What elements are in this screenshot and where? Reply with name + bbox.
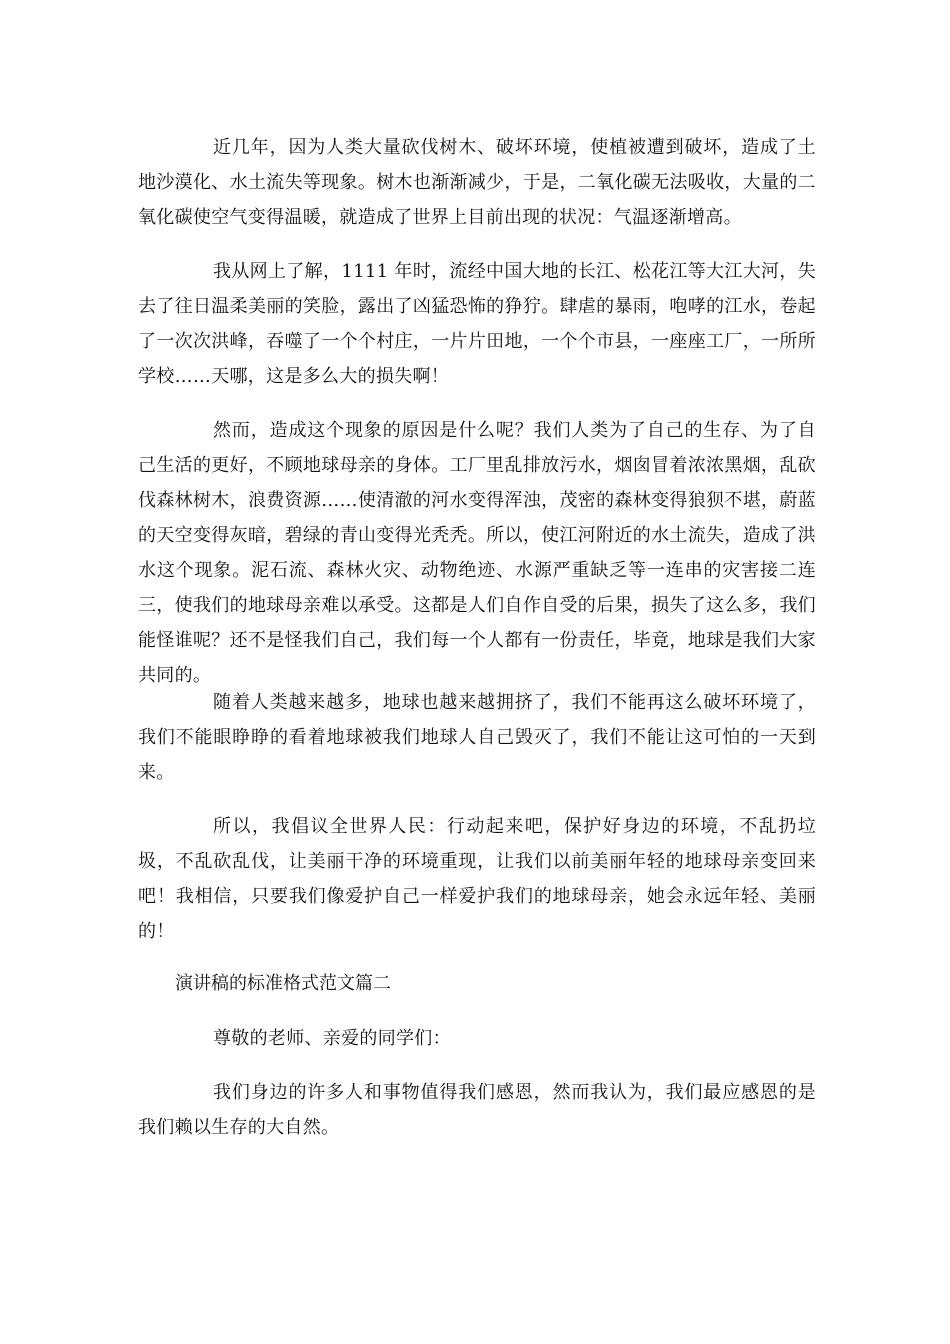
paragraph-crowded-earth: 随着人类越来越多，地球也越来越拥挤了，我们不能再这么破坏环境了，我们不能眼睁睁的看着地球被我们地球人自己毁灭了，我们不能让这可怕的一天到来。 xyxy=(138,692,816,783)
paragraph-appeal: 所以，我倡议全世界人民：行动起来吧，保护好身边的环境，不乱扔垃圾，不乱砍乱伐，让美丽干净的环境重现，让我们以前美丽年轻的地球母亲变回来吧！我相信，只要我们像爱护自己一样爱护我们的地球母亲，她会永远年轻、美丽的！ xyxy=(138,816,816,942)
paragraph-floods: 我从网上了解，1111 年时，流经中国大地的长江、松花江等大江大河，失去了往日温柔美丽的笑脸，露出了凶猛恐怖的狰狞。肆虐的暴雨，咆哮的江水，卷起了一次次洪峰，吞噬了一个个村庄，一片片田地，一个个市县，一座座工厂，一所所学校……天哪，这是多么大的损失啊！ xyxy=(138,261,816,387)
greeting-line: 尊敬的老师、亲爱的同学们： xyxy=(213,1028,451,1049)
paragraph-global-warming: 近几年，因为人类大量砍伐树木、破坏环境，使植被遭到破坏，造成了土地沙漠化、水土流失等现象。树木也渐渐减少，于是，二氧化碳无法吸收，大量的二氧化碳使空气变得温暖，就造成了世界上目前出现的状况：气温逐渐增高。 xyxy=(138,137,816,228)
section-heading: 演讲稿的标准格式范文篇二 xyxy=(175,973,391,994)
paragraph-causes: 然而，造成这个现象的原因是什么呢？我们人类为了自己的生存、为了自己生活的更好，不顾地球母亲的身体。工厂里乱排放污水，烟囱冒着浓浓黑烟，乱砍伐森林树木，浪费资源……使清澈的河水变得浑浊，茂密的森林变得狼狈不堪，蔚蓝的天空变得灰暗，碧绿的青山变得光秃秃。所以，使江河附近的水土流失，造成了洪水这个现象。泥石流、森林火灾、动物绝迹、水源严重缺乏等一连串的灾害接二连三，使我们的地球母亲难以承受。这都是人们自作自受的后果，损失了这么多，我们能怪谁呢？还不是怪我们自己，我们每一个人都有一份责任，毕竟，地球是我们大家共同的。 xyxy=(138,420,816,686)
paragraph-gratitude: 我们身边的许多人和事物值得我们感恩，然而我认为，我们最应感恩的是我们赖以生存的大自然。 xyxy=(138,1082,816,1138)
